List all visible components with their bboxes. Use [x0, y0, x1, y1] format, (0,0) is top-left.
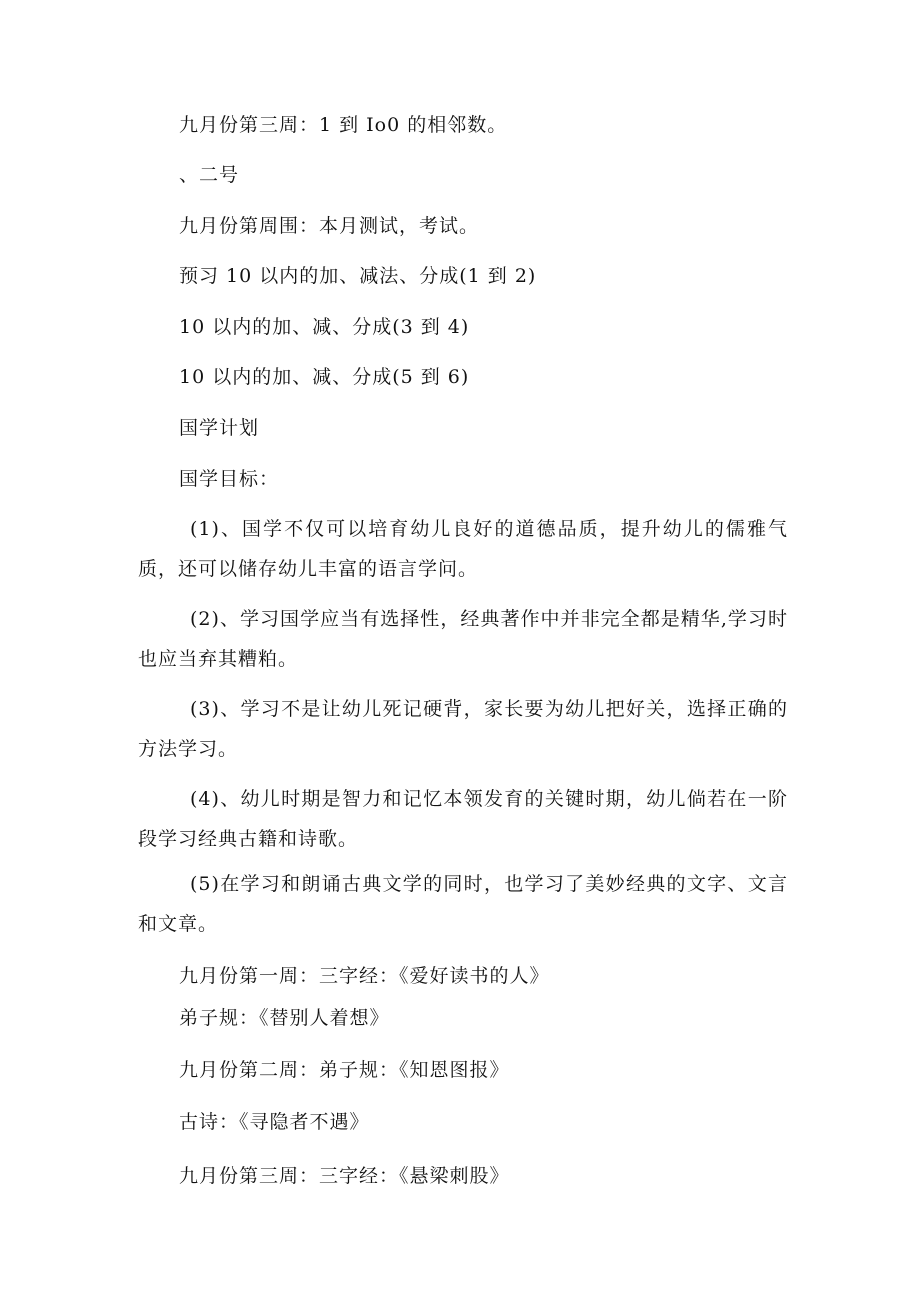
goal-paragraph: (2)、学习国学应当有选择性，经典著作中并非完全都是精华,学习时也应当弃其糟粕。: [138, 608, 788, 670]
goal-paragraph: (5)在学习和朗诵古典文学的同时，也学习了美妙经典的文字、文言和文章。: [138, 873, 788, 935]
subheading: 国学目标：: [179, 468, 280, 490]
text-line: 10 以内的加、减、分成(3 到 4): [179, 316, 470, 338]
text-line: 10 以内的加、减、分成(5 到 6): [179, 366, 470, 388]
goal-paragraph: (4)、幼儿时期是智力和记忆本领发育的关键时期，幼儿倘若在一阶段学习经典古籍和诗歌。: [138, 788, 788, 850]
text-line: 九月份第三周：1 到 Io0 的相邻数。: [179, 114, 508, 136]
section-heading: 国学计划: [179, 417, 260, 439]
text-line: 预习 10 以内的加、减法、分成(1 到 2): [179, 265, 537, 287]
schedule-line: 九月份第二周：弟子规：《知恩图报》: [179, 1059, 510, 1081]
schedule-line: 九月份第三周：三字经：《悬梁刺股》: [179, 1165, 510, 1187]
goal-paragraph: (3)、学习不是让幼儿死记硬背，家长要为幼儿把好关，选择正确的方法学习。: [138, 698, 788, 760]
schedule-line: 古诗：《寻隐者不遇》: [179, 1111, 370, 1133]
schedule-line: 九月份第一周：三字经：《爱好读书的人》: [179, 965, 550, 987]
text-line: 九月份第周围：本月测试，考试。: [179, 215, 480, 237]
schedule-line: 弟子规：《替别人着想》: [179, 1007, 390, 1029]
text-line: 、二号: [179, 164, 240, 186]
goal-paragraph: (1)、国学不仅可以培育幼儿良好的道德品质，提升幼儿的儒雅气质，还可以储存幼儿丰富的语言学问。: [138, 518, 788, 580]
